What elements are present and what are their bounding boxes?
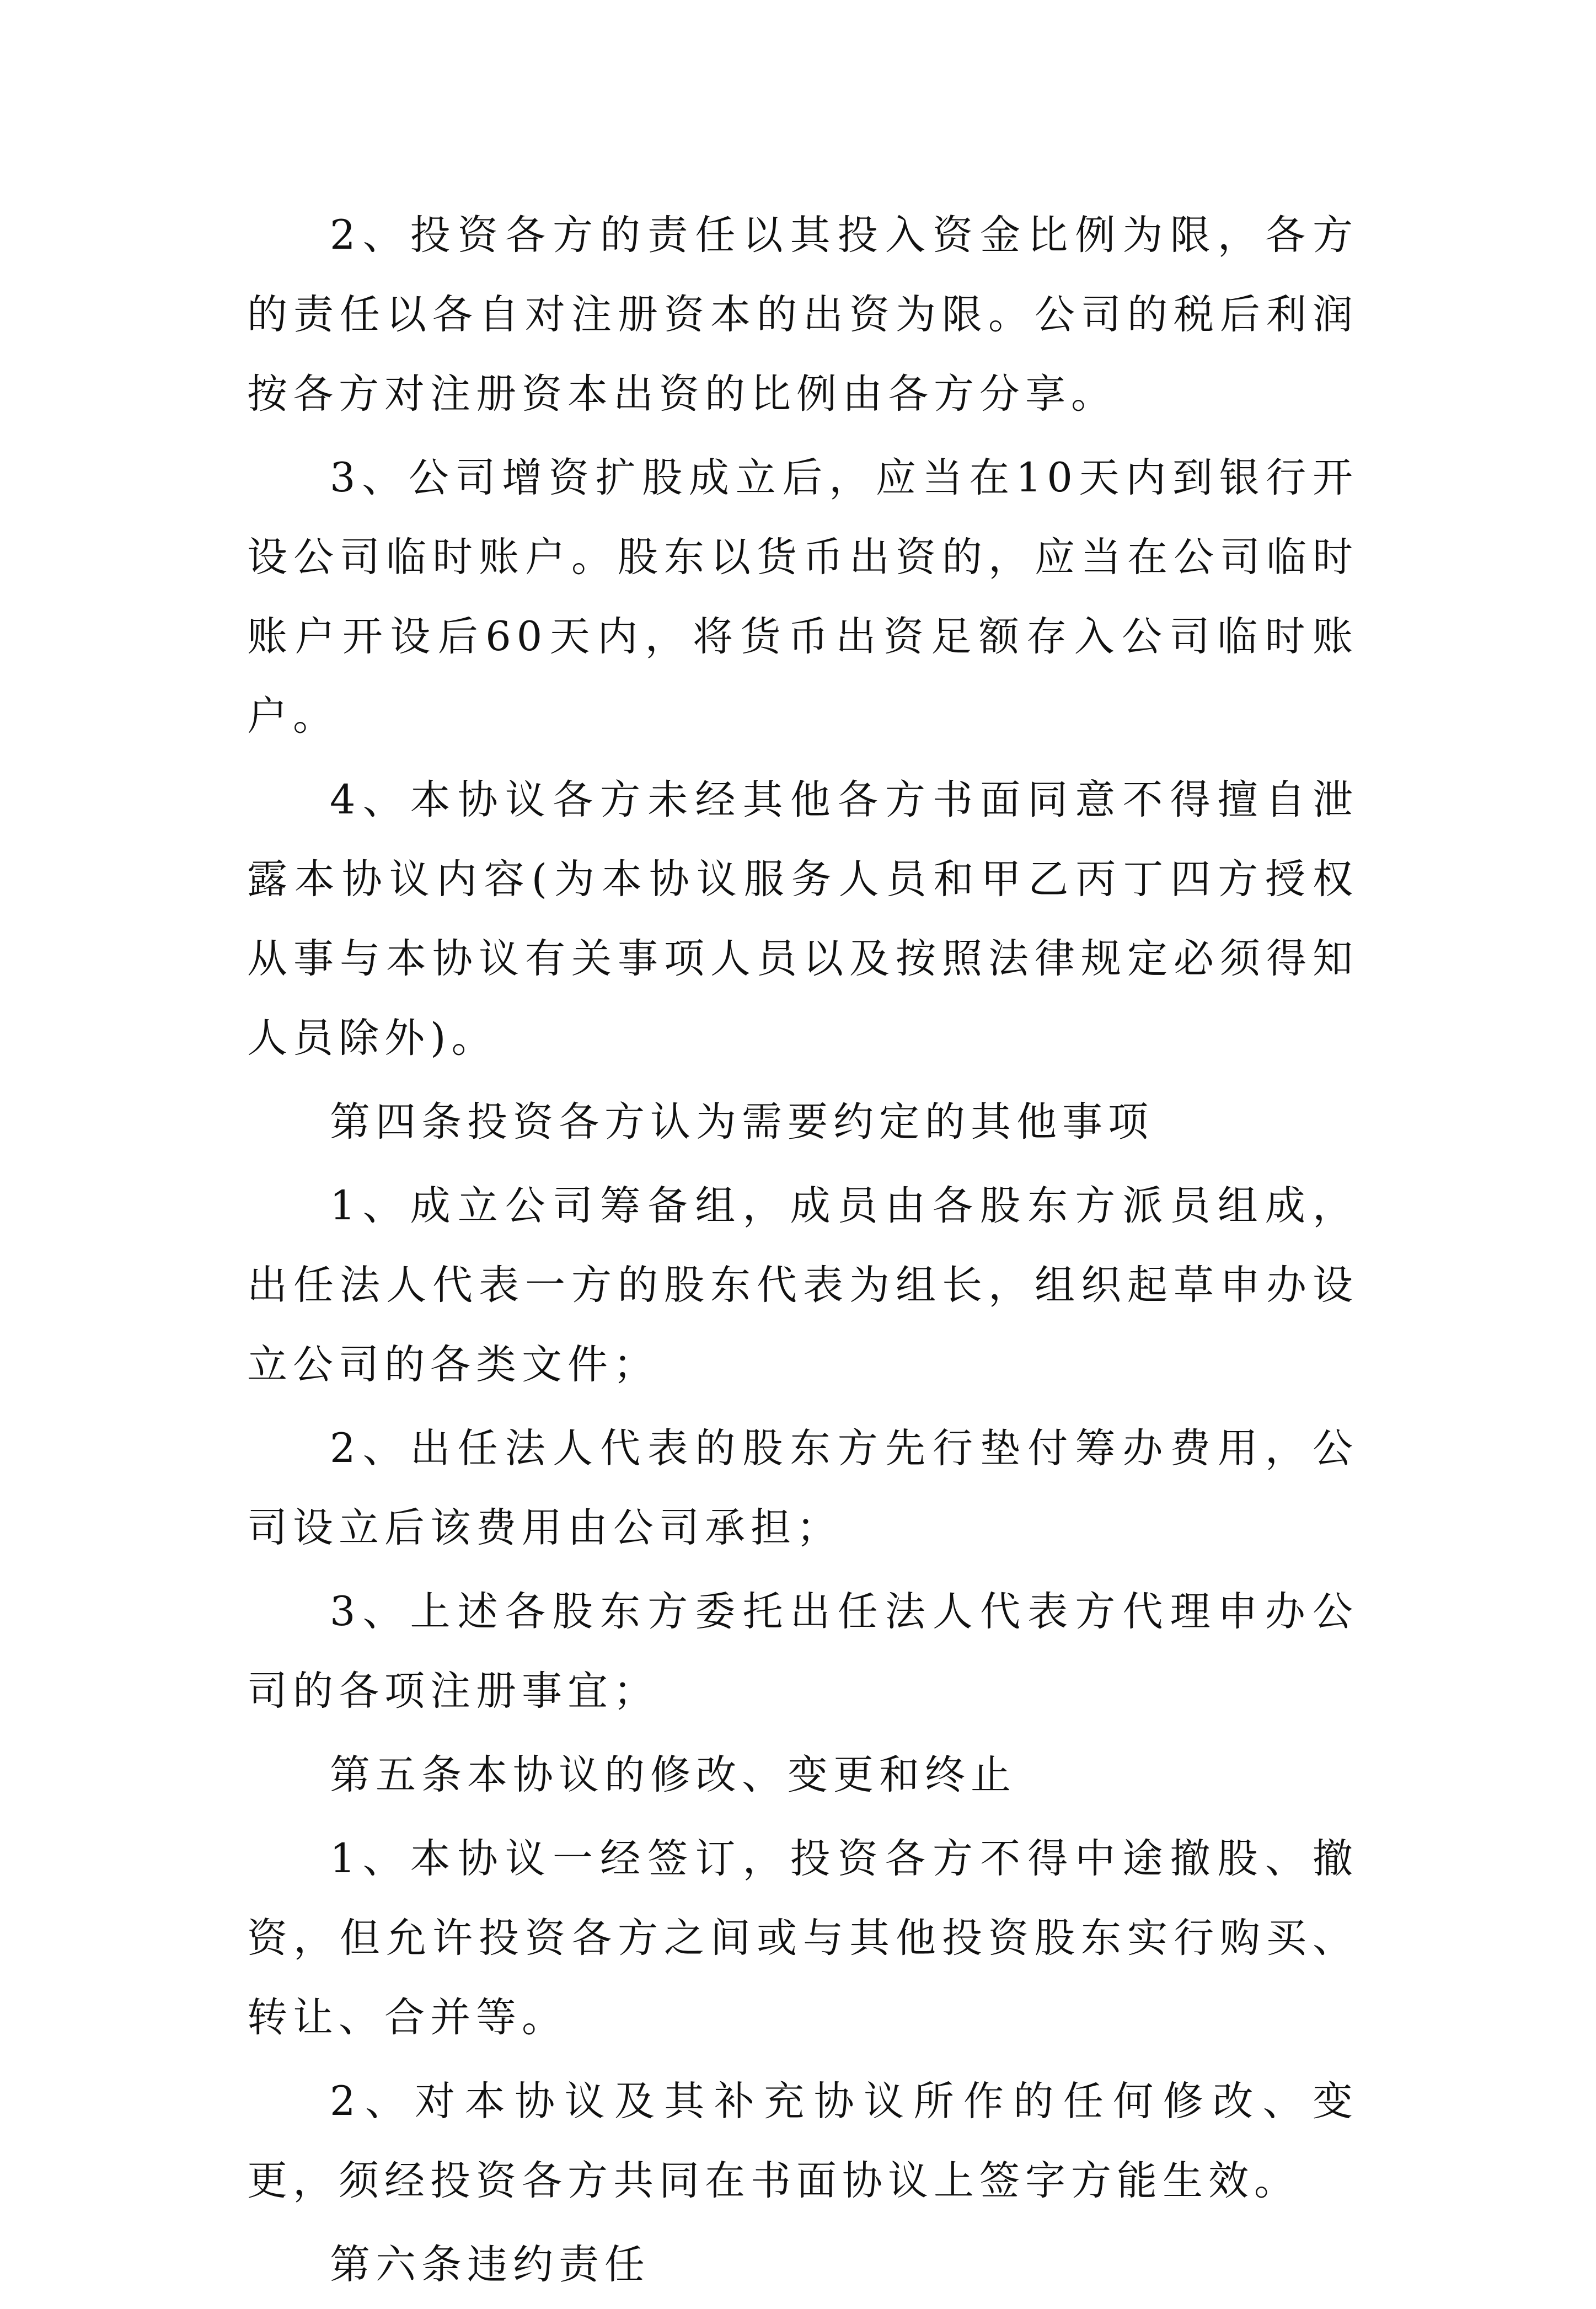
paragraph-liability: 2、投资各方的责任以其投入资金比例为限，各方的责任以各自对注册资本的出资为限。公司的税后利润按各方对注册资本出资的比例由各方分享。 [247,212,1358,417]
paragraph-registration-agent: 3、上述各股东方委托出任法人代表方代理申办公司的各项注册事宜； [247,1588,1358,1715]
document-body [247,196,1358,2309]
paragraph-no-withdrawal: 1、本协议一经签订，投资各方不得中途撤股、撤资，但允许投资各方之间或与其他投资股东实行购买、转让、合并等。 [247,1835,1358,2041]
paragraph-temporary-account: 3、公司增资扩股成立后，应当在10天内到银行开设公司临时账户。股东以货币出资的，应当在公司临时账户开设后60天内，将货币出资足额存入公司临时账户。 [247,454,1358,740]
paragraph-confidentiality: 4、本协议各方未经其他各方书面同意不得擅自泄露本协议内容(为本协议服务人员和甲乙丙丁四方授权从事与本协议有关事项人员以及按照法律规定必须得知人员除外)。 [247,776,1358,1062]
article-4-heading: 第四条投资各方认为需要约定的其他事项 [330,1099,1154,1145]
paragraph-preparatory-group: 1、成立公司筹备组，成员由各股东方派员组成，出任法人代表一方的股东代表为组长，组织起草申办设立公司的各类文件； [247,1182,1358,1388]
article-6-heading: 第六条违约责任 [330,2241,650,2288]
paragraph-amendments: 2、对本协议及其补充协议所作的任何修改、变更，须经投资各方共同在书面协议上签字方能生效。 [247,2078,1358,2204]
paragraph-preparation-costs: 2、出任法人代表的股东方先行垫付筹办费用，公司设立后该费用由公司承担； [247,1425,1358,1551]
article-5-heading: 第五条本协议的修改、变更和终止 [330,1751,1016,1798]
